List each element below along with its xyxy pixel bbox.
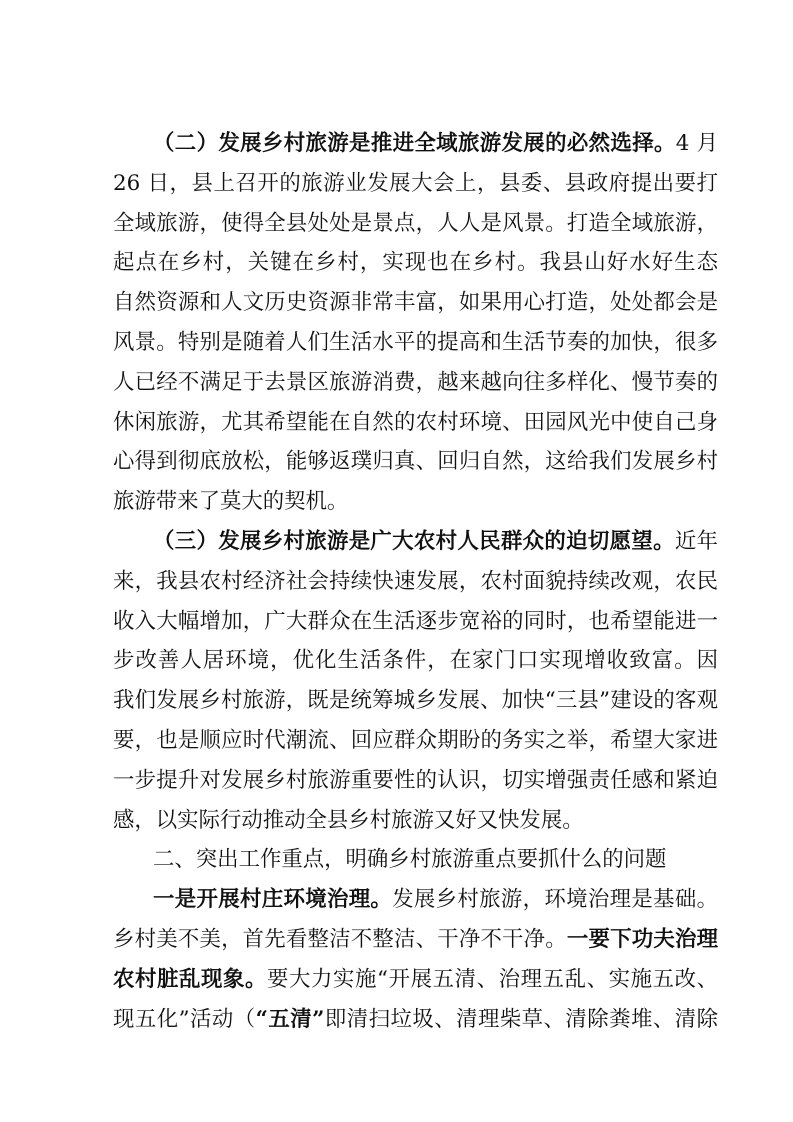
text-line bbox=[113, 880, 718, 920]
text-line bbox=[113, 164, 718, 204]
text-line bbox=[113, 204, 718, 244]
bold-text: “五清” bbox=[255, 1006, 325, 1032]
text: 旅游带来了莫大的契机。 bbox=[113, 489, 349, 515]
text-line bbox=[113, 323, 718, 363]
text: 人已经不满足于去景区旅游消费，越来越向往多样化、慢节奏的 bbox=[113, 369, 718, 395]
text-line bbox=[113, 602, 718, 642]
text: 一步提升对发展乡村旅游重要性的认识，切实增强责任感和紧迫 bbox=[113, 767, 718, 793]
bold-text: （二）发展乡村旅游是推进全域旅游发展的必然选择。 bbox=[153, 131, 676, 156]
text-line bbox=[113, 920, 718, 960]
bold-text: 一要下功夫治理 bbox=[566, 926, 718, 952]
text: 收入大幅增加，广大群众在生活逐步宽裕的同时，也希望能进一 bbox=[113, 608, 718, 634]
text-line bbox=[113, 283, 718, 323]
text: 感，以实际行动推动全县乡村旅游又好又快发展。 bbox=[113, 807, 584, 833]
text-line bbox=[113, 681, 718, 721]
text-line bbox=[113, 761, 718, 801]
bold-text: 农村脏乱现象。 bbox=[113, 966, 268, 992]
text: 全域旅游，使得全县处处是景点，人人是风景。打造全域旅游， bbox=[113, 210, 718, 236]
text: 起点在乡村，关键在乡村，实现也在乡村。我县山好水好生态 bbox=[113, 250, 718, 276]
text-line bbox=[113, 403, 718, 443]
text-line bbox=[113, 801, 718, 841]
text: 现五化”活动（ bbox=[113, 1006, 256, 1032]
text: 发展乡村旅游，环境治理是基础。 bbox=[392, 887, 718, 913]
text: 步改善人居环境，优化生活条件，在家门口实现增收致富。因 bbox=[113, 648, 718, 674]
text: 自然资源和人文历史资源非常丰富，如果用心打造，处处都会是 bbox=[113, 290, 718, 316]
text-line bbox=[113, 522, 718, 562]
text-line bbox=[113, 124, 718, 164]
text: 要，也是顺应时代潮流、回应群众期盼的务实之举，希望大家进 bbox=[113, 727, 718, 753]
text-line bbox=[113, 1000, 718, 1040]
text-line bbox=[113, 243, 718, 283]
text-line bbox=[113, 363, 718, 403]
text: 26 日，县上召开的旅游业发展大会上，县委、县政府提出要打 bbox=[113, 170, 718, 196]
bold-text: 一是开展村庄环境治理。 bbox=[153, 887, 393, 913]
text-line bbox=[113, 960, 718, 1000]
text: 心得到彻底放松，能够返璞归真、回归自然，这给我们发展乡村 bbox=[113, 449, 718, 475]
text-line bbox=[113, 562, 718, 602]
text: 我们发展乡村旅游，既是统筹城乡发展、加快“三县”建设的客观 bbox=[113, 688, 718, 714]
text: 风景。特别是随着人们生活水平的提高和生活节奏的加快，很多 bbox=[113, 329, 718, 355]
bold-text: （三）发展乡村旅游是广大农村人民群众的迫切愿望。 bbox=[153, 528, 675, 554]
text-line bbox=[113, 482, 718, 522]
text-line bbox=[113, 641, 718, 681]
text: 4 月 bbox=[675, 131, 718, 156]
section-heading bbox=[113, 840, 718, 880]
document-page bbox=[113, 124, 718, 1039]
text-line bbox=[113, 442, 718, 482]
text: 来，我县农村经济社会持续快速发展，农村面貌持续改观，农民 bbox=[113, 568, 718, 594]
text: 乡村美不美，首先看整洁不整洁、干净不干净。 bbox=[113, 926, 567, 952]
text-line bbox=[113, 721, 718, 761]
text: 要大力实施“开展五清、治理五乱、实施五改、 bbox=[267, 966, 718, 992]
text: 二、突出工作重点，明确乡村旅游重点要抓什么的问题 bbox=[153, 847, 667, 873]
text: 休闲旅游，尤其希望能在自然的农村环境、田园风光中使自己身 bbox=[113, 409, 718, 435]
text: 近年 bbox=[674, 528, 718, 554]
text: 即清扫垃圾、清理柴草、清除粪堆、清除 bbox=[324, 1006, 718, 1032]
